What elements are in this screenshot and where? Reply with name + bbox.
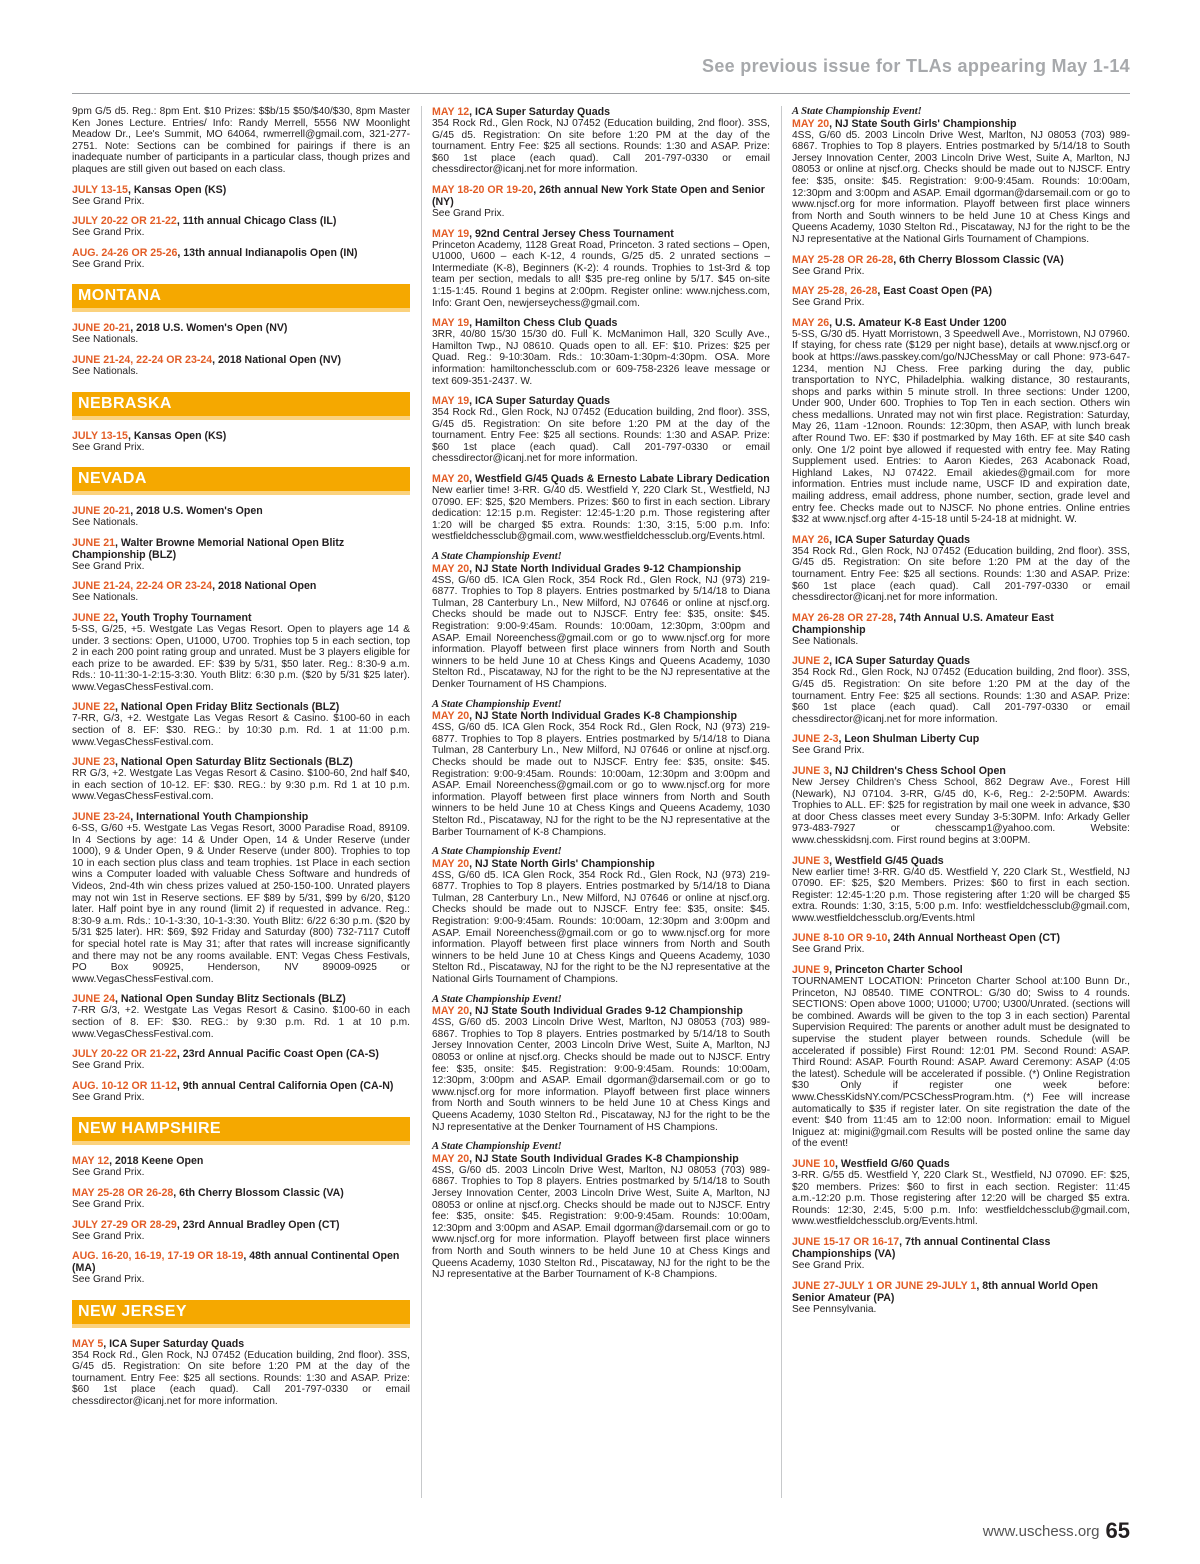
event-title [792,534,1130,546]
event-name: , National Open Friday Blitz Sectionals (BLZ) [115,701,340,714]
event-name: , Leon Shulman Liberty Cup [838,733,980,746]
event-date: MAY 12 [432,106,470,118]
footer-site[interactable]: www.uschess.org [982,1523,1100,1540]
event-date: JULY 13-15 [72,429,128,442]
event-details: See Grand Prix. [72,1198,145,1210]
event-listing [72,1187,410,1211]
event-date: JULY 20-22 OR 21-22 [72,215,177,228]
event-title [72,1048,410,1060]
event-date: AUG. 16-20, 16-19, 17-19 OR 18-19 [72,1250,244,1263]
event-title [792,317,1130,329]
event-listing [792,1236,1130,1272]
event-title [72,1250,410,1274]
event-date: AUG. 24-26 OR 25-26 [72,246,178,259]
event-title [792,655,1130,667]
event-name: , Westfield G/60 Quads [835,1157,950,1170]
event-listing [792,1158,1130,1228]
event-name: , ICA Super Saturday Quads [469,395,610,408]
event-date: MAY 20 [432,473,470,486]
event-name: , National Open Saturday Blitz Sectionals (BLZ) [115,756,353,769]
event-date: JUNE 2 [792,655,830,668]
event-details: See Grand Prix. [792,944,865,956]
event-name: , 74th Annual U.S. Amateur East Championship [792,611,1054,636]
event-name: , International Youth Championship [130,811,309,824]
event-listing [72,756,410,803]
event-date: MAY 25-28 OR 26-28 [72,1186,174,1199]
event-listing [792,285,1130,309]
column-divider [781,106,782,1498]
event-details: See Grand Prix. [792,1259,865,1271]
special-event-label: A State Championship Event! [432,698,562,710]
event-name: , 48th annual Continental Open (MA) [72,1250,400,1275]
event-listing [72,106,410,176]
event-listing [432,994,770,1134]
event-date: JUNE 8-10 OR 9-10 [792,932,888,945]
event-details: New Jersey Children's Chess School, 862 Degraw Ave., Forest Hill (Newark), NJ 07104. 3-RR, G/45 d0, K-6, Reg.: 2-2:50PM. Awards: Trophies to ALL. EF: $25 for registration by mail one week in advance, $30 at door Chess classes meet every Sunday 3-5:30PM. Info: Arkady Geller 973-483-7927 or chesscamp1@yahoo.com. Website: www.chesskidsnj.com. First round begins at 3:00PM. [792,776,1130,846]
event-listing [432,473,770,543]
event-title [792,1158,1130,1170]
event-title [72,701,410,713]
event-date: MAY 20 [432,710,470,723]
header-rule [72,93,1130,94]
event-name: , Kansas Open (KS) [127,183,227,196]
event-title [72,184,410,196]
event-details: See Grand Prix. [72,227,145,239]
event-date: JUNE 21-24, 22-24 OR 23-24 [72,580,213,593]
event-details: See Grand Prix. [72,1091,145,1103]
event-title [432,184,770,208]
event-listing [72,505,410,529]
event-listing [72,580,410,604]
event-name: , Youth Trophy Tournament [115,611,252,624]
event-title [72,322,410,334]
event-details: See Grand Prix. [72,195,145,207]
event-name: , NJ State South Individual Grades K-8 Championship [469,1152,739,1165]
state-heading: NEVADA [72,467,410,495]
event-listing [792,612,1130,648]
event-listing [72,184,410,208]
event-title [72,430,410,442]
event-date: MAY 26 [792,533,830,546]
event-title [72,505,410,517]
event-title [432,1153,770,1165]
event-date: AUG. 10-12 OR 11-12 [72,1079,177,1092]
event-listing [72,430,410,454]
event-title [432,317,770,329]
event-date: MAY 19 [432,227,470,240]
event-name: , 11th annual Chicago Class (IL) [176,215,337,228]
event-date: JULY 27-29 OR 28-29 [72,1218,177,1231]
event-title [792,118,1130,130]
event-listing [432,106,770,176]
event-name: , Princeton Charter School [829,964,963,977]
event-name: , East Coast Open (PA) [877,285,992,298]
event-listing [792,106,1130,246]
event-details: RR G/3, +2. Westgate Las Vegas Resort & Casino. $100-60, 2nd half $40, in each section of 10-12. EF: $30. REG.: by 9:30 p.m. Rd 1 at 10 p.m. www.VegasChessFestival.com. [72,768,410,803]
event-title [432,563,770,575]
event-listing [72,537,410,573]
event-details: 3-RR. G/55 d5. Westfield Y, 220 Clark St., Westfield, NJ 07090. EF: $25, $20 members. Prizes: $60 to first in each section. Register: 11:45 a.m.-12:20 p.m. Those registering after 12:20 will be charged $5 extra. Rounds: 12:30, 2:45, 5:00 p.m. Info: westfieldchessclub@gmail.com, www.westfieldchessclub.org/Events.html. [792,1169,1130,1228]
state-heading: NEBRASKA [72,392,410,420]
special-event-label: A State Championship Event! [432,1141,562,1153]
event-date: JULY 20-22 OR 21-22 [72,1048,177,1061]
event-date: MAY 20 [432,1152,470,1165]
event-details: 5-SS, G/25, +5. Westgate Las Vegas Resort. Open to players age 14 & under. 3 sections: Open, U1000, U700. Trophies top 5 in each section, top 2 in each 200 point rating group and unrated. Must be 3 players eligible for each prize to be awarded. EF: $39 by 5/31, $50 later. Reg.: 8:30-9 a.m. Rds.: 10-11:30-1-2:15-3:30. Youth Blitz: 6:30 p.m. ($20 by 5/31 $25 later). www.VegasChessFestival.com. [72,623,410,693]
event-details: 354 Rock Rd., Glen Rock, NJ 07452 (Education building, 2nd floor). 3SS, G/45 d5. Registration: On site before 1:20 PM at the day of the tournament. Entry Fee: $25 all sections. Rounds: 1:30 and ASAP. Prize: $60 1st place (each quad). Call 201-797-0330 or email chessdirector@icanj.net for more information. [432,407,770,465]
event-title [792,1236,1130,1260]
event-date: JUNE 22 [72,701,115,714]
event-title [792,765,1130,777]
event-listing [792,964,1130,1150]
event-details: See Nationals. [72,592,139,604]
event-title [792,932,1130,944]
event-date: MAY 12 [72,1155,110,1168]
event-details: 4SS, G/60 d5. 2003 Lincoln Drive West, Marlton, NJ 08053 (703) 989-6867. Trophies to Top 8 players. Entries postmarked by 5/14/18 to South Jersey Innovation Center, 2003 Lincoln Drive West, Suite A, Marlton, NJ 08053 or online at njscf.org. Checks should be made out to NJSCF. Entry fee: $35, onsite: $45. Registration: 9:00-9:45am. Rounds: 10:00am, 12:30pm, 3:00pm and ASAP. Email dgorman@darsemail.com or go to www.njscf.org for more information. Playoff between first place winners from North and South winners to be held June 10 at Chess Kings and Queens Academy, 1030 Stelton Rd., Piscataway, NJ for the right to be the NJ representative at the Denker Tournament of HS Champions. [432,1017,770,1133]
event-listing [432,184,770,220]
event-details: See Grand Prix. [792,297,865,309]
event-details: 4SS, G/60 d5. ICA Glen Rock, 354 Rock Rd., Glen Rock, NJ (973) 219-6877. Trophies to Top 8 players. Entries postmarked by 5/14/18 to Diana Tulman, 28 Canterbury Ln., New Milford, NJ 07646 or online at njscf.org. Checks should be made out to NJSCF. Entry fee: $35, onsite: $45. Registration: 9:00-9:45am. Rounds: 10:00am, 12:30pm and 3:00pm and ASAP. Email Noreenchess@gmail.com or go to www.njscf.org for more information. Playoff between first place winners from North and South winners to be held June 10 at Chess Kings and Queens Academy, 1030 Stelton Rd., Piscataway, NJ for the right to be the NJ representative at the National Girls Tournament of Champions. [432,869,770,986]
event-title [72,756,410,768]
event-name: , 2018 U.S. Women's Open [130,505,263,518]
event-date: MAY 25-28, 26-28 [792,285,878,298]
event-name: , Hamilton Chess Club Quads [469,317,618,330]
event-date: JUNE 2-3 [792,733,839,746]
event-details: 4SS, G/60 d5. 2003 Lincoln Drive West, Marlton, NJ 08053 (703) 989-6867. Trophies to Top 8 players. Entries postmarked by 5/14/18 to South Jersey Innovation Center, 2003 Lincoln Drive West, Suite A, Marlton, NJ 08053 or online at njscf.org. Checks should be made out to NJSCF. Entry fee: $35, onsite: $45. Registration: 9:00-9:45am. Rounds: 10:00am, 12:30pm and 3:00pm and ASAP. Email dgorman@darsemail.com or go to www.njscf.org for more information. Playoff between first place winners from North and South winners to be held June 10 at Chess Kings and Queens Academy, 1030 Stelton Rd., Piscataway, NJ for the right to be the NJ representative at the Barber Tournament of K-8 Champions. [432,1164,770,1281]
event-listing [72,1048,410,1072]
event-name: , 2018 U.S. Women's Open (NV) [130,322,288,335]
event-listing [432,1141,770,1281]
event-listing [72,1155,410,1179]
event-title [72,1155,410,1167]
event-name: , 7th annual Continental Class Championships (VA) [792,1235,1051,1260]
event-name: , ICA Super Saturday Quads [103,1337,245,1350]
event-listing [72,701,410,748]
event-listing [432,395,770,465]
event-name: , 23rd Annual Pacific Coast Open (CA-S) [176,1048,379,1061]
event-title [72,1338,410,1350]
event-details: 7-RR, G/3, +2. Westgate Las Vegas Resort & Casino. $100-60 in each section of 8. EF: $30. REG.: by 10:30 p.m. Rd. 1 at 11:00 p.m. www.VegasChessFestival.com. [72,713,410,748]
event-title [792,285,1130,297]
event-details: See Nationals. [72,517,139,529]
event-listing [72,1250,410,1286]
event-date: MAY 20 [432,1005,470,1018]
event-date: JUNE 3 [792,854,830,867]
event-name: , 26th annual New York State Open and Senior (NY) [432,183,765,208]
event-name: , NJ State North Girls' Championship [469,857,655,870]
special-event-label: A State Championship Event! [792,106,922,117]
event-name: , ICA Super Saturday Quads [829,533,970,546]
event-title [72,354,410,366]
event-title [72,537,410,561]
event-title [432,395,770,407]
event-details: See Grand Prix. [792,745,865,757]
event-date: JUNE 21 [72,536,115,549]
event-date: MAY 26 [792,316,830,329]
event-name: , 13th annual Indianapolis Open (IN) [177,246,358,259]
event-name: , 2018 Keene Open [109,1155,204,1168]
event-title [432,1005,770,1017]
event-details: See Grand Prix. [792,265,865,277]
event-name: , NJ State North Individual Grades K-8 Championship [469,710,737,723]
event-details: See Grand Prix. [72,258,145,270]
event-listing [792,932,1130,956]
event-date: MAY 19 [432,317,470,330]
event-details: Princeton Academy, 1128 Great Road, Princeton. 3 rated sections – Open, U1000, U600 – each K-12, 4 rounds, G/25 d5. 2 unrated sections – Intermediate (K-8), Beginners (K-2): 4 rounds. Trophies to 1st-3rd & top team per section, medals to all! $35 pre-reg online by 5/17. $45 on-site 1:15-1:45. Round 1 begins at 2:00pm. Register online: www.njchess.com, Info: Grant Oen, newjerseychess@gmail.com. [432,239,770,309]
event-title [792,733,1130,745]
event-details: 354 Rock Rd., Glen Rock, NJ 07452 (Education building, 2nd floor). 3SS, G/45 d5. Registration: On site before 1:20 PM at the day of the tournament. Entry Fee: $25 all sections. Rounds: 1:30 and ASAP. Prize: $60 1st place (each quad). Call 201-797-0330 or email chessdirector@icanj.net for more information. [792,667,1130,725]
event-details: 4SS, G/60 d5. 2003 Lincoln Drive West, Marlton, NJ 08053 (703) 989-6867. Trophies to Top 8 players. Entries postmarked by 5/14/18 to South Jersey Innovation Center, 2003 Lincoln Drive West, Suite A, Marlton, NJ 08053 or online at njscf.org. Checks should be made out to NJSCF. Entry fee: $35, onsite: $45. Registration: 9:00-9:45am. Rounds: 10:00am, 12:30pm and 3:00pm and ASAP. Email dgorman@darsemail.com or go to www.njscf.org for more information. Playoff between first place winners from North and South winners to be held June 10 at Chess Kings and Queens Academy, 1030 Stelton Rd., Piscataway, NJ for the right to be the NJ representative at the National Girls Tournament of Champions. [792,129,1130,245]
event-name: , ICA Super Saturday Quads [829,655,970,668]
event-details: See Grand Prix. [432,207,505,219]
event-date: MAY 26-28 OR 27-28 [792,611,894,624]
event-listing [792,254,1130,278]
event-listing [792,1280,1130,1316]
page-header: See previous issue for TLAs appearing May 1-14 [702,56,1130,76]
event-title [792,855,1130,867]
event-details: New earlier time! 3-RR. G/40 d5. Westfield Y, 220 Clark St., Westfield, NJ 07090. EF: $25, $20 Members. Prizes: $60 to first in each section. Library dedication: 12:15 p.m. Register: 12:45-1:20 p.m. Those registering after 1:20 will be charged $5 extra. Rounds: 1:30, 3:15, 5:00 p.m. Info: westfieldchessclub@gmail.com, www.westfieldchessclub.org/Events.html. [432,485,770,543]
event-details: New earlier time! 3-RR. G/40 d5. Westfield Y, 220 Clark St., Westfield, NJ 07090. EF: $25, $20 Members. Prizes: $60 to first in each section. Register: 12:45-1:20 p.m. Those registering after 1:20 will be charged $5 extra. Rounds: 1:30, 3:15, 5:00 p.m. Info: westfieldchessclub@gmail.com, www.westfieldchessclub.org/Events.html [792,866,1130,924]
event-name: , 6th Cherry Blossom Classic (VA) [893,253,1064,266]
event-name: , Kansas Open (KS) [127,429,227,442]
event-name: , 6th Cherry Blossom Classic (VA) [173,1186,344,1199]
event-details: See Nationals. [72,334,139,346]
event-title [72,1219,410,1231]
event-listing [432,317,770,387]
event-listing [432,228,770,310]
event-title [72,1080,410,1092]
event-listing [72,1080,410,1104]
event-details: See Pennsylvania. [792,1303,877,1315]
column-2 [432,106,770,1289]
page-footer [983,1518,1130,1544]
event-listing [72,612,410,694]
column-1 [72,106,410,1416]
event-listing [792,534,1130,604]
event-date: JUNE 22 [72,611,115,624]
event-date: JUNE 9 [792,964,830,977]
state-heading: MONTANA [72,284,410,312]
event-listing [432,846,770,986]
event-title [432,473,770,485]
event-details: See Grand Prix. [72,1274,145,1286]
event-details: 5-SS, G/30 d5. Hyatt Morristown, 3 Speedwell Ave., Morristown, NJ 07960. If staying, for chess rate ($129 per night base), details at www.njscf.org or book at https://aws.passkey.com/go/NJChessMay or call Phone: 973-647-1234, mention NJ Chess. Free parking during the day, public transportation to NYC, Philadelphia. walking distance, 30 restaurants, shops and parks within 5 minute stroll. In three sections: Under 1200, Under 900, Under 600. Trophies to Top Ten in each section. Others win chess medallions. Unrated may not win first place. Registration: Saturday, May 26, 11am -12noon. Rounds: 12:30pm, then ASAP, with lunch break after Round Two. EF: $30 if postmarked by May 16th. EF at site $40 cash only. One 1/2 point bye allowed if requested with entry fee. May Rating Supplement used. Entries: to Aaron Kiedes, 263 Acabonack Road, Highland Lakes, NJ 07422. Email akiedes@gmail.com for more information. Entries must include name, USCF ID and expiration date, mailing address, email address, phone number, section, grade level and entry fee. Checks made out to NJSCF. No phone entries. Online entries $32 at www.njscf.org after 4-15-18 until 5-24-18 at midnight. W. [792,328,1130,526]
event-listing [72,215,410,239]
event-details: See Grand Prix. [72,560,145,572]
event-listing [72,247,410,271]
event-name: , 2018 National Open (NV) [212,353,342,366]
page-number: 65 [1105,1518,1130,1543]
event-title [72,811,410,823]
event-title [432,858,770,870]
event-title [792,254,1130,266]
special-event-label: A State Championship Event! [432,551,562,563]
event-details: 354 Rock Rd., Glen Rock, NJ 07452 (Education building, 2nd floor). 3SS, G/45 d5. Registration: On site before 1:20 PM at the day of the tournament. Entry Fee: $25 all sections. Rounds: 1:30 and ASAP. Prize: $60 1st place (each quad). Call 201-797-0330 or email chessdirector@icanj.net for more information. [432,118,770,176]
event-details: 7-RR G/3, +2. Westgate Las Vegas Resort & Casino. $100-60 in each section of 8. EF: $30. REG.: by 9:30 p.m. Rd. 1 at 10 p.m. www.VegasChessFestival.com. [72,1005,410,1040]
event-listing [792,733,1130,757]
event-listing [72,1219,410,1243]
state-heading: NEW HAMPSHIRE [72,1117,410,1145]
event-date: JUNE 10 [792,1157,835,1170]
event-details: See Grand Prix. [72,1060,145,1072]
event-date: JUNE 20-21 [72,322,131,335]
event-title [432,228,770,240]
event-listing [792,855,1130,925]
column-3 [792,106,1130,1323]
event-title [432,106,770,118]
event-name: , 92nd Central Jersey Chess Tournament [469,227,674,240]
event-title [72,215,410,227]
event-listing [432,699,770,839]
event-details: See Grand Prix. [72,1230,145,1242]
event-date: JULY 13-15 [72,183,128,196]
event-title [72,1187,410,1199]
event-listing [792,655,1130,725]
event-date: MAY 18-20 OR 19-20 [432,183,534,196]
event-listing [792,317,1130,526]
event-date: JUNE 20-21 [72,505,131,518]
event-details: TOURNAMENT LOCATION: Princeton Charter School at:100 Bunn Dr., Princeton, NJ 08540. TIME CONTROL: G/30 d0; Swiss to 4 rounds. SECTIONS: Open above 1000; U1000; U700; U300/Unrated. (sections will be combined. Awards will be given to the top 3 in each section) Parental Supervision Required: The parents or another adult must be designated to supervise the student player between rounds. Schedule (will be accelerated if possible) First Round: 12:01 PM. Second Round: ASAP. Third Round: ASAP. Fourth Round: ASAP. Award Ceremony: ASAP (4:05 the latest). Schedule will be accelerated if possible. (*) Online Registration $30 Only if register one week before: www.ChessKidsNY.com/PCSChessProgram.htm. (*) Fee will increase automatically to $35 if register later. On site registration the date of the event: $40 from 11:45 am to 12:00 noon. Information: email to Miguel Iniguez at: migini@gmail.com Results will be posted online the same day of the event! [792,976,1130,1150]
event-name: , Walter Browne Memorial National Open Blitz Championship (BLZ) [72,536,345,561]
event-listing [72,1338,410,1408]
event-name: , U.S. Amateur K-8 East Under 1200 [829,316,1007,329]
event-date: JUNE 23 [72,756,115,769]
event-name: , NJ State North Individual Grades 9-12 Championship [469,562,742,575]
state-heading: NEW JERSEY [72,1300,410,1328]
event-listing [72,354,410,378]
event-listing [72,993,410,1040]
event-name: , 23rd Annual Bradley Open (CT) [176,1218,340,1231]
event-date: MAY 25-28 OR 26-28 [792,253,894,266]
event-details: 6-SS, G/60 +5. Westgate Las Vegas Resort, 3000 Paradise Road, 89109. In 4 Sections by age: 14 & Under Open, 14 & Under Reserve (under 1000), 9 & Under Open, 9 & Under Reserve (under 800). Trophies to top 10 in each section plus class and team trophies. 1st Place in each section wins a Computer loaded with valuable Chess Software and hundreds of Videos, 2nd-4th win chess prizes valued at 250-150-100. Unrated players may not win 1st in Reserve sections. EF $89 by 5/31, $99 by 6/20, $120 later. Half point bye in any round (limit 2) if requested in advance. Reg.: 8:30-9 a.m. Rds.: 10-1-3:30, 10-1-3:30. Youth Blitz: 6/22 6:30 p.m. ($20 by 5/31 $25 later). HR: $69, $92 Friday and Saturday (800) 732-7117 Cutoff for special hotel rate is May 31; after that rates will increase significantly and there may not be any rooms available. ENT: Vegas Chess Festivals, PO Box 90925, Henderson, NV 89009-0925 or www.VegasChessFestival.com. [72,823,410,985]
event-date: MAY 20 [432,562,470,575]
event-name: , 8th annual World Open Senior Amateur (PA) [792,1279,1098,1304]
event-details: 4SS, G/60 d5. ICA Glen Rock, 354 Rock Rd., Glen Rock, NJ (973) 219-6877. Trophies to Top 8 players. Entries postmarked by 5/14/18 to Diana Tulman, 28 Canterbury Ln., New Milford, NJ 07646 or online at njscf.org. Checks should be made out to NJSCF. Entry fee: $35, onsite: $45. Registration: 9:00-9:45am. Rounds: 10:00am, 12:30pm, 3:00pm and ASAP. Email Noreenchess@gmail.com or go to www.njscf.org for more information. Playoff between first place winners from North and South winners to be held June 10 at Chess Kings and Queens Academy, 1030 Stelton Rd., Piscataway, NJ for the right to be the NJ representative at the Denker Tournament of HS Champions. [432,574,770,690]
event-title [72,612,410,624]
event-date: MAY 5 [72,1337,104,1350]
event-details: 354 Rock Rd., Glen Rock, NJ 07452 (Education building, 2nd floor). 3SS, G/45 d5. Registration: On site before 1:20 PM at the day of the tournament. Entry Fee: $25 all sections. Rounds: 1:30 and ASAP. Prize: $60 1st place (each quad). Call 201-797-0330 or email chessdirector@icanj.net for more information. [72,1349,410,1408]
special-event-label: A State Championship Event! [432,993,562,1005]
event-date: JUNE 24 [72,993,115,1006]
event-name: , ICA Super Saturday Quads [469,106,610,118]
special-event-label: A State Championship Event! [432,846,562,858]
event-title [72,993,410,1005]
event-title [792,612,1130,636]
event-details: 9pm G/5 d5. Reg.: 8pm Ent. $10 Prizes: $$b/15 $50/$40/$30, 8pm Master Ken Jones Lecture. Entries/ Info: Randy Merrell, 5556 NW Moonlight Meadow Dr., Lee's Summit, MO 64064, rwmerrell@gmail.com, 321-277-2751. Note: Sections can be combined for pairings if there is an inadequate number of participants in a particular class, though prizes and plaques are still given out based on each class. [72,106,410,175]
event-name: , 2018 National Open [212,580,317,593]
event-title [432,710,770,722]
event-date: JUNE 27-JULY 1 OR JUNE 29-JULY 1 [792,1279,977,1292]
event-name: , 24th Annual Northeast Open (CT) [887,932,1061,945]
event-date: MAY 20 [792,117,830,130]
event-listing [72,322,410,346]
event-details: See Nationals. [792,635,859,647]
event-title [792,964,1130,976]
event-name: , Westfield G/45 Quads [829,854,944,867]
event-details: 4SS, G/60 d5. ICA Glen Rock, 354 Rock Rd., Glen Rock, NJ (973) 219-6877. Trophies to Top 8 players. Entries postmarked by 5/14/18 to Diana Tulman, 28 Canterbury Ln., New Milford, NJ 07646 or online at njscf.org. Checks should be made out to NJSCF. Entry fee: $35, onsite: $45. Registration: 9:00-9:45am. Rounds: 10:00am, 12:30pm and 3:00pm and ASAP. Email Noreenchess@gmail.com or go to www.njscf.org for more information. Playoff between first place winners from North and South winners to be held June 10 at Chess Kings and Queens Academy, 1030 Stelton Rd., Piscataway, NJ for the right to be the NJ representative at the Barber Tournament of K-8 Champions. [432,722,770,838]
event-listing [792,765,1130,847]
event-listing [432,551,770,691]
event-title [72,580,410,592]
event-details: See Grand Prix. [72,1167,145,1179]
event-date: MAY 20 [432,857,470,870]
event-details: See Grand Prix. [72,441,145,453]
event-details: 354 Rock Rd., Glen Rock, NJ 07452 (Education building, 2nd floor). 3SS, G/45 d5. Registration: On site before 1:20 PM at the day of the tournament. Entry Fee: $25 all sections. Rounds: 1:30 and ASAP. Prize: $60 1st place (each quad). Call 201-797-0330 or email chessdirector@icanj.net for more information. [792,545,1130,604]
event-name: , NJ Children's Chess School Open [829,764,1006,777]
event-date: JUNE 23-24 [72,811,131,824]
event-details: See Nationals. [72,365,139,377]
event-name: , Westfield G/45 Quads & Ernesto Labate Library Dedication [469,473,770,486]
event-listing [72,811,410,985]
event-details: 3RR, 40/80 15/30 15/30 d0. Full K. McManimon Hall, 320 Scully Ave., Hamilton Twp., NJ 08610. Quads open to all. EF: $10. Prizes: $25 per Quad. Reg.: 9-10:30am. Rds.: 10:30am-1:30pm-4:30pm. OSA. More information: hamiltonchessclub.com or 609-758-2326 leave message or text 609-351-2437. W. [432,329,770,387]
event-name: , NJ State South Individual Grades 9-12 Championship [469,1005,743,1018]
event-name: , NJ State South Girls' Championship [829,117,1017,130]
event-title [792,1280,1130,1304]
event-name: , National Open Sunday Blitz Sectionals (BLZ) [115,993,346,1006]
event-date: JUNE 15-17 OR 16-17 [792,1235,900,1248]
column-divider [421,106,422,1498]
event-title [72,247,410,259]
event-name: , 9th annual Central California Open (CA-N) [176,1079,394,1092]
event-date: JUNE 3 [792,764,830,777]
event-date: MAY 19 [432,395,470,408]
event-date: JUNE 21-24, 22-24 OR 23-24 [72,353,213,366]
